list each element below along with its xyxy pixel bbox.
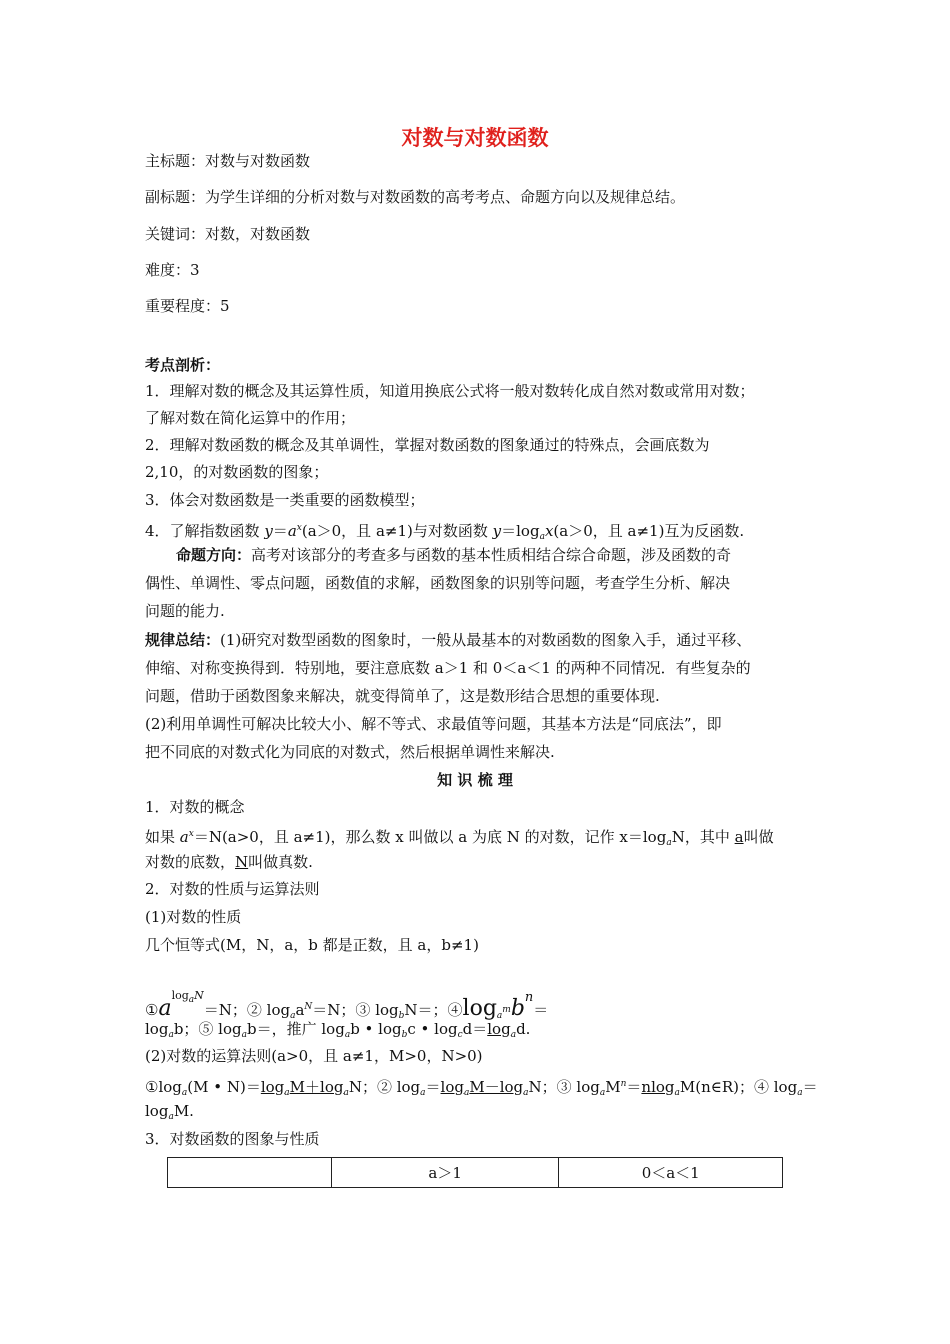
subtitle-line: 副标题：为学生详细的分析对数与对数函数的高考考点、命题方向以及规律总结。 — [145, 188, 686, 206]
identities-line-1: $①a^{log_aN}=N$；② $\log_aa^N=N$；③ $\log_bN=$；$④\log_{a^m}b^n=$ — [145, 989, 549, 1021]
table-header-cell: a＞1 — [331, 1158, 559, 1188]
difficulty-line: 难度：3 — [145, 261, 200, 279]
direction-line-3: 问题的能力. — [145, 602, 225, 620]
identities-intro: 几个恒等式(M，N，a，b 都是正数，且 a，b≠1) — [145, 936, 479, 954]
section-2-1-heading: (1)对数的性质 — [145, 908, 242, 926]
identities-line-2: $\log_ab$；⑤ $\log_ab=$，推广 $\log_ab$ • $\log_bc$ • $\log_cd=\log_ad$. — [145, 1020, 531, 1040]
table-header-cell — [168, 1158, 332, 1188]
rules-line-2: $\log_aM$. — [145, 1102, 194, 1122]
summary-line-2: 伸缩、对称变换得到．特别地，要注意底数 a＞1 和 0＜a＜1 的两种不同情况．有些复杂的 — [145, 659, 751, 677]
analysis-item-1: 1．理解对数的概念及其运算性质，知道用换底公式将一般对数转化成自然对数或常用对数； — [145, 382, 755, 400]
section-3-heading: 3．对数函数的图象与性质 — [145, 1130, 320, 1148]
analysis-item-4: 4．了解指数函数 $y=a^x(a>0$，且 a≠1)与对数函数 $y=\log_ax(a>0$，且 a≠1)互为反函数. — [145, 522, 745, 542]
table-header-cell: 0＜a＜1 — [559, 1158, 783, 1188]
summary-line-3: 问题，借助于函数图象来解决，就变得简单了，这是数形结合思想的重要体现. — [145, 687, 660, 705]
keywords-line: 关键词：对数，对数函数 — [145, 225, 311, 243]
summary-line-1: 规律总结：(1)研究对数型函数的图象时，一般从最基本的对数函数的图象入手，通过平移、 — [145, 631, 752, 649]
analysis-item-2-cont: 2,10，的对数函数的图象； — [145, 463, 329, 481]
analysis-heading: 考点剖析： — [145, 356, 221, 374]
main-title-line: 主标题：对数与对数函数 — [145, 152, 311, 170]
page-title: 对数与对数函数 — [401, 126, 549, 150]
analysis-item-3: 3．体会对数函数是一类重要的函数模型； — [145, 491, 425, 509]
rules-line-1: $①\log_a(M$ • $N)=\log_aM+\log_aN$；② $\log_a=\log_aM-\log_aN$；③ $\log_aM^n=nlog_aM(n\in R)$；④ $\log_a=$ — [145, 1078, 818, 1098]
section-2-2-heading: (2)对数的运算法则(a>0，且 a≠1，M>0，N>0) — [145, 1047, 483, 1065]
table-row — [168, 1158, 783, 1188]
log-definition-line-2: 对数的底数，N叫做真数. — [145, 853, 313, 871]
direction-line-2: 偶性、单调性、零点问题，函数值的求解，函数图象的识别等问题，考查学生分析、解决 — [145, 574, 731, 592]
log-function-table — [167, 1157, 783, 1188]
section-1-heading: 1．对数的概念 — [145, 798, 245, 816]
analysis-item-2: 2．理解对数函数的概念及其单调性，掌握对数函数的图象通过的特殊点，会画底数为 — [145, 436, 710, 454]
direction-line-1: 命题方向：高考对该部分的考查多与函数的基本性质相结合综合命题，涉及函数的奇 — [176, 546, 732, 564]
summary-line-5: 把不同底的对数式化为同底的对数式，然后根据单调性来解决. — [145, 743, 555, 761]
section-2-heading: 2．对数的性质与运算法则 — [145, 880, 320, 898]
knowledge-heading: 知 识 梳 理 — [437, 771, 513, 789]
analysis-item-1-cont: 了解对数在简化运算中的作用； — [145, 409, 356, 427]
log-definition-line-1: 如果 $a^x=N(a>0$，且 a≠1)，那么数 x 叫做以 a 为底 N 的对数，记作 $x=\log_aN$，其中 a叫做 — [145, 828, 774, 848]
summary-line-4: (2)利用单调性可解决比较大小、解不等式、求最值等问题，其基本方法是“同底法”，即 — [145, 715, 722, 733]
importance-line: 重要程度：5 — [145, 297, 230, 315]
